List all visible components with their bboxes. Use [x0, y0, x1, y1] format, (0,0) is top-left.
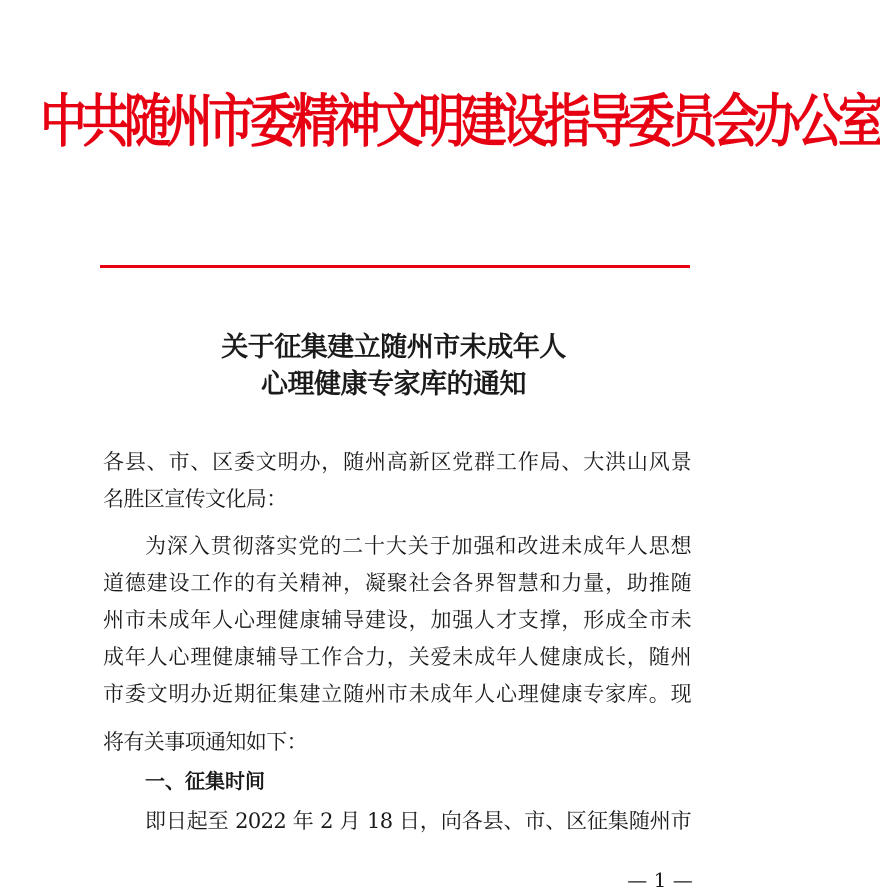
- document-title-line-2: 心理健康专家库的通知: [261, 369, 526, 400]
- paragraph-line: 市委文明办近期征集建立随州市未成年人心理健康专家库。现: [103, 682, 691, 706]
- document-title-line-1: 关于征集建立随州市未成年人: [221, 332, 566, 363]
- section-heading: 一、征集时间: [145, 769, 265, 793]
- paragraph-line: 州市未成年人心理健康辅导建设，加强人才支撑，形成全市未: [103, 608, 691, 632]
- page-number: — 1 —: [627, 868, 693, 892]
- paragraph-line: 为深入贯彻落实党的二十大关于加强和改进未成年人思想: [145, 534, 691, 558]
- paragraph-line: 将有关事项通知如下：: [103, 730, 307, 754]
- paragraph-line: 成年人心理健康辅导工作合力，关爱未成年人健康成长，随州: [103, 645, 691, 669]
- masthead-title: 中共随州市委精神文明建设指导委员会办公室: [40, 88, 880, 156]
- section-body-line: 即日起至 2022 年 2 月 18 日，向各县、市、区征集随州市: [145, 809, 691, 833]
- salutation-line-1: 各县、市、区委文明办，随州高新区党群工作局、大洪山风景: [103, 450, 691, 474]
- red-divider-line: [100, 265, 690, 268]
- paragraph-line: 道德建设工作的有关精神，凝聚社会各界智慧和力量，助推随: [103, 571, 691, 595]
- salutation-line-2: 名胜区宣传文化局：: [103, 487, 287, 511]
